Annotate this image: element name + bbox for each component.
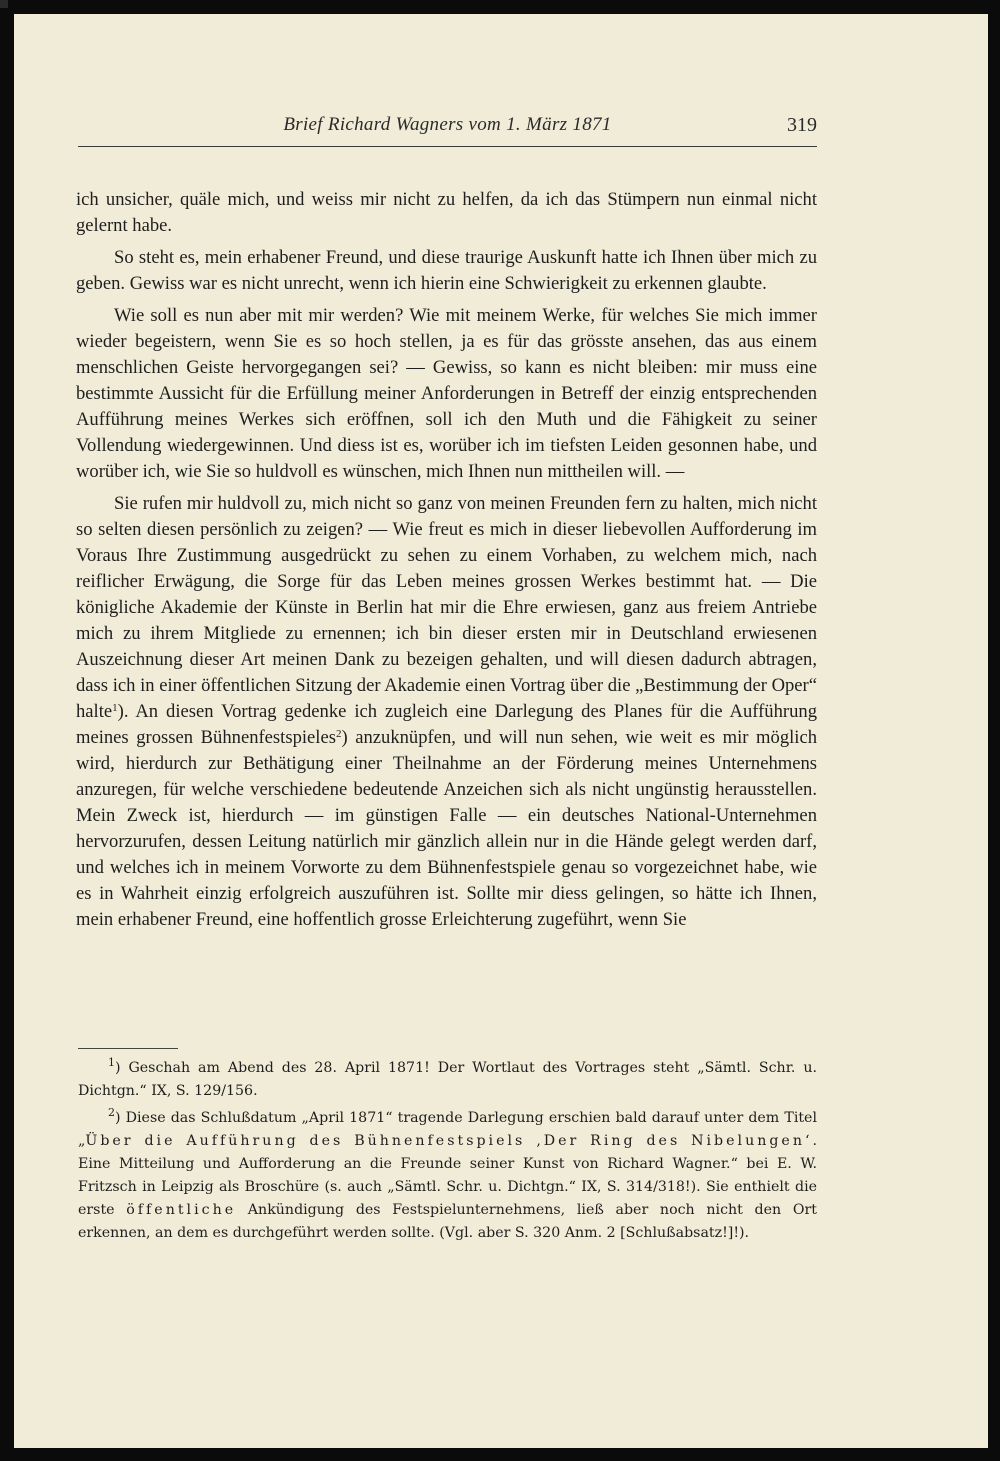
footnotes	[78, 1057, 817, 1249]
scan-corner-mark	[0, 0, 8, 8]
footnote-1-text: ) Geschah am Abend des 28. April 1871! Der Wortlaut des Vortrages steht „Sämtl. Schr. u. Dichtgn.“ IX, S. 129/156.	[78, 1060, 817, 1099]
footnote-2-emphasis-spaced: öffentliche	[126, 1202, 237, 1218]
main-text	[76, 187, 817, 939]
paragraph-4	[76, 491, 817, 933]
paragraph-3: Wie soll es nun aber mit mir werden? Wie mit meinem Werke, für welches Sie mich immer wieder begeistern, wenn Sie es so hoch stellen, ja es für das grösste ansehen, das aus einem menschlichen Geiste hervorgegangen sei? — Gewiss, so kann es nicht bleiben: mir muss eine bestimmte Aussicht für die Erfüllung meiner Anforderungen in Betreff der einzig entsprechenden Aufführung meines Werkes sich eröffnen, soll ich den Muth und die Fähigkeit zu seiner Vollendung wiedergewinnen. Und diess ist es, worüber ich im tiefsten Leiden gesonnen habe, und worüber ich, wie Sie so huldvoll es wünschen, mich Ihnen nun mittheilen will. —	[76, 305, 817, 482]
page-number: 319	[787, 114, 817, 136]
footnote-rule	[78, 1048, 178, 1049]
paragraph-1: ich unsicher, quäle mich, und weiss mir nicht zu helfen, da ich das Stümpern nun einmal nicht gelernt habe.	[76, 189, 817, 236]
footnote-2-title-spaced: Über die Aufführung des Bühnenfestspiels ‚Der Ring des Nibelungen‘	[85, 1133, 813, 1149]
footnote-1-marker: 1	[108, 1056, 115, 1069]
footnote-ref-1: 1	[112, 702, 118, 714]
footnote-1	[78, 1057, 817, 1103]
running-title: Brief Richard Wagners vom 1. März 1871	[283, 114, 612, 135]
paragraph-2: So steht es, mein erhabener Freund, und diese traurige Auskunft hatte ich Ihnen über mich zu geben. Gewiss war es nicht unrecht, wenn ich hierin eine Schwierigkeit zu erkennen glaubte.	[76, 247, 817, 294]
footnote-ref-2: 2	[335, 728, 342, 740]
page-header	[78, 110, 817, 147]
paragraph-4-part-b: ). An diesen Vortrag gedenke ich zugleich eine Darlegung des Planes für die Aufführung meines grossen Bühnenfestspieles	[76, 701, 817, 748]
footnote-2-part-c: Ankündigung des Festspielunternehmens, ließ aber noch nicht den Ort erkennen, an dem es durchgeführt werden sollte. (Vgl. aber S. 320 Anm. 2 [Schlußabsatz!]!).	[78, 1202, 817, 1241]
footnote-2-part-a: ) Diese das Schlußdatum „April 1871“ tragende Darlegung erschien bald darauf unter dem Titel „	[78, 1110, 817, 1149]
footnote-2-part-b: . Eine Mitteilung und Aufforderung an die Freunde seiner Kunst von Richard Wagner.“ bei E. W. Fritzsch in Leipzig als Broschüre (s. auch „Sämtl. Schr. u. Dichtgn.“ IX, S. 314/318!). Sie enthielt die erste	[78, 1133, 817, 1218]
footnote-2-marker: 2	[108, 1106, 115, 1119]
paragraph-4-part-a: Sie rufen mir huldvoll zu, mich nicht so ganz von meinen Freunden fern zu halten, mich nicht so selten diesen persönlich zu zeigen? — Wie freut es mich in dieser liebevollen Aufforderung im Voraus Ihre Zustimmung ausgedrückt zu sehen zu einem Vorhaben, zu welchem mich, nach reiflicher Erwägung, die Sorge für das Leben meines grossen Werkes bestimmt hat. — Die königliche Akademie der Künste in Berlin hat mir die Ehre erwiesen, ganz aus freiem Antriebe mich zu ihrem Mitgliede zu ernennen; ich bin dieser ersten mir in Deutschland erwiesenen Auszeichnung dieser Art meinen Dank zu bezeigen gehalten, und will diesen dadurch abtragen, dass ich in einer öffentlichen Sitzung der Akademie einen Vortrag über die „Bestimmung der Oper“ halte	[76, 493, 817, 722]
footnote-2	[78, 1107, 817, 1245]
paragraph-4-part-c: ) anzuknüpfen, und will nun sehen, wie weit es mir möglich wird, hierdurch zur Bethätigung einer Theilnahme an der Förderung meines Unternehmens anzuregen, für welche verschiedene bedeutende Anzeichen sich als nicht ungünstig herausstellen. Mein Zweck ist, hierdurch — im günstigen Falle — ein deutsches National-Unternehmen hervorzurufen, dessen Leitung natürlich mir gänzlich allein nur in die Hände gelegt werden darf, und welches ich in meinem Vorworte zu dem Bühnenfestspiele genau so vorgezeichnet habe, wie es in Wahrheit einzig erfolgreich auszuführen ist. Sollte mir diess gelingen, so hätte ich Ihnen, mein erhabener Freund, eine hoffentlich grosse Erleichterung zugeführt, wenn Sie	[76, 727, 817, 930]
